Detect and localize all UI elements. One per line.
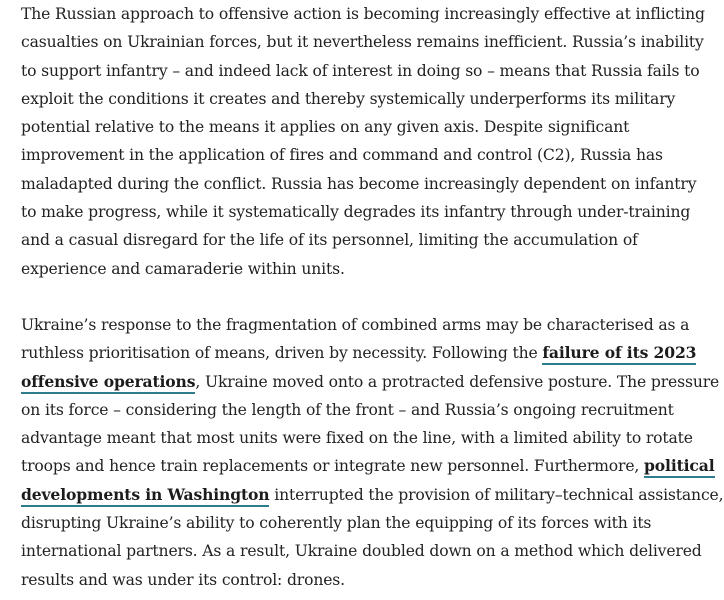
text-line xyxy=(21,0,705,28)
inline-link[interactable]: offensive operations xyxy=(21,372,195,394)
text-line xyxy=(21,566,723,594)
text-line xyxy=(21,396,723,424)
text-segment: to make progress, while it systematically degrades its infantry through under-training xyxy=(21,203,691,222)
inline-link[interactable]: failure of its 2023 xyxy=(542,343,696,365)
text-segment: ruthless prioritisation of means, driven by necessity. Following the xyxy=(21,344,543,363)
text-segment: improvement in the application of fires and command and control (C2), Russia has xyxy=(21,146,663,165)
text-segment: maladapted during the conflict. Russia has become increasingly dependent on infantry xyxy=(21,174,697,193)
text-segment: potential relative to the means it applies on any given axis. Despite significant xyxy=(21,118,630,137)
text-line xyxy=(21,311,723,339)
text-line xyxy=(21,339,723,367)
text-segment: , Ukraine moved onto a protracted defensive posture. The pressure xyxy=(195,372,720,391)
text-line xyxy=(21,85,705,113)
text-line xyxy=(21,113,705,141)
text-segment: Ukraine’s response to the fragmentation of combined arms may be characterised as a xyxy=(21,316,690,334)
text-line xyxy=(21,141,705,169)
paragraph-1 xyxy=(21,0,705,283)
text-line xyxy=(21,28,705,56)
text-segment: advantage meant that most units were fixed on the line, with a limited ability to rotate xyxy=(21,429,693,448)
text-line xyxy=(21,424,723,452)
text-line xyxy=(21,481,723,509)
text-line xyxy=(21,57,705,85)
text-line xyxy=(21,537,723,565)
text-segment: and a casual disregard for the life of its personnel, limiting the accumulation of xyxy=(21,231,638,250)
inline-link[interactable]: developments in Washington xyxy=(21,485,269,507)
text-line xyxy=(21,226,705,254)
text-line xyxy=(21,368,723,396)
text-segment: interrupted the provision of military–technical assistance, xyxy=(269,485,724,504)
text-line xyxy=(21,255,705,283)
paragraph-2 xyxy=(21,311,723,594)
text-line xyxy=(21,452,723,480)
text-line xyxy=(21,509,723,537)
inline-link[interactable]: political xyxy=(644,456,714,478)
text-segment: casualties on Ukrainian forces, but it nevertheless remains inefficient. Russia’s inability xyxy=(21,33,704,52)
text-segment: international partners. As a result, Ukraine doubled down on a method which delivered xyxy=(21,542,702,561)
text-line xyxy=(21,170,705,198)
text-segment: troops and hence train replacements or integrate new personnel. Furthermore, xyxy=(21,457,645,476)
text-segment: to support infantry – and indeed lack of interest in doing so – means that Russia fails to xyxy=(21,61,700,80)
text-segment: results and was under its control: drones. xyxy=(21,570,345,589)
text-segment: on its force – considering the length of the front – and Russia’s ongoing recruitment xyxy=(21,400,674,419)
text-segment: disrupting Ukraine’s ability to coherently plan the equipping of its forces with its xyxy=(21,514,652,533)
text-segment: exploit the conditions it creates and thereby systemically underperforms its military xyxy=(21,89,676,108)
text-segment: experience and camaraderie within units. xyxy=(21,259,345,278)
text-segment: The Russian approach to offensive action is becoming increasingly effective at inflicting xyxy=(21,5,705,23)
text-line xyxy=(21,198,705,226)
